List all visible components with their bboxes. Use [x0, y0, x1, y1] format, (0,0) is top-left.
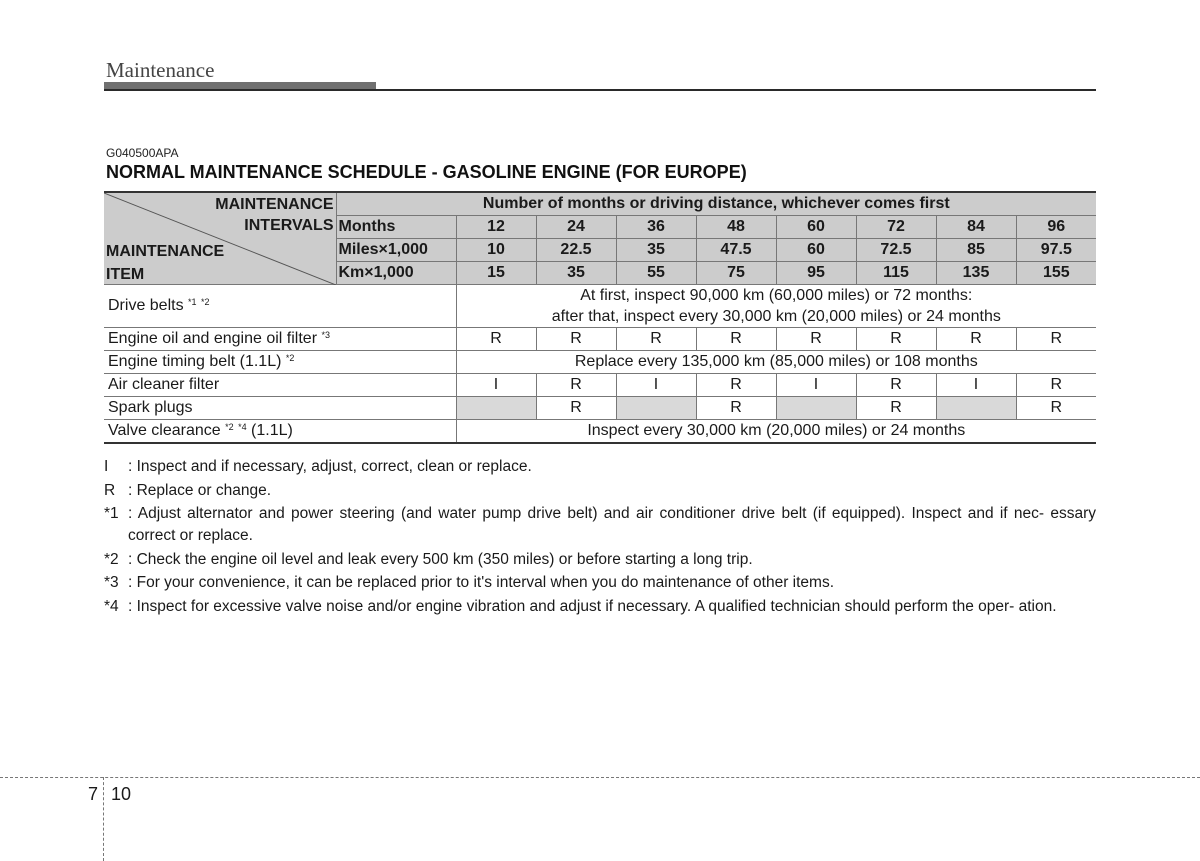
footnote-text: : Inspect for excessive valve noise and/or engine vibration and adjust if necessary. A qualified technician should perform the oper- ation. [128, 597, 1057, 615]
interval-span-cell: Inspect every 30,000 km (20,000 miles) or 24 months [456, 420, 1096, 444]
footnote-ref: *2 [285, 353, 295, 363]
table-row [104, 420, 1096, 444]
schedule-cell: R [536, 374, 616, 397]
footnote-text: : Inspect and if necessary, adjust, correct, clean or replace. [128, 458, 532, 475]
km-value: 95 [776, 262, 856, 285]
km-value: 55 [616, 262, 696, 285]
footnotes [104, 456, 1096, 619]
footnote-item [104, 549, 1096, 571]
schedule-cell: R [776, 328, 856, 351]
item-name: Spark plugs [104, 397, 456, 420]
document-code: G040500APA [106, 146, 179, 160]
schedule-cell: R [696, 397, 776, 420]
schedule-cell: R [1016, 374, 1096, 397]
miles-value: 60 [776, 239, 856, 262]
schedule-cell: I [456, 374, 536, 397]
schedule-cell: R [936, 328, 1016, 351]
footnote-ref: *4 [238, 422, 247, 432]
footnote-ref: *1 [188, 297, 197, 307]
item-name: Engine timing belt (1.1L) [108, 353, 282, 370]
months-value: 36 [616, 216, 696, 239]
km-value: 35 [536, 262, 616, 285]
schedule-cell-empty [936, 397, 1016, 420]
footnote-ref: *3 [321, 330, 330, 340]
schedule-cell: R [856, 328, 936, 351]
table-row [104, 285, 1096, 328]
interval-span-header: Number of months or driving distance, whichever comes first [336, 192, 1096, 216]
schedule-cell: R [856, 374, 936, 397]
footnote-marker: I [104, 458, 109, 475]
item-suffix: (1.1L) [251, 422, 293, 439]
footer-divider [0, 777, 1200, 778]
item-name-cell [104, 285, 456, 328]
interval-text-line-2: after that, inspect every 30,000 km (20,000 miles) or 24 months [551, 308, 1001, 325]
footnote-ref: *2 [201, 297, 210, 307]
intervals-label-1: MAINTENANCE [215, 196, 334, 213]
months-value: 72 [856, 216, 936, 239]
schedule-cell: R [456, 328, 536, 351]
table-row [104, 374, 1096, 397]
miles-value: 35 [616, 239, 696, 262]
chapter-number: 7 [88, 784, 99, 804]
schedule-cell: R [696, 328, 776, 351]
schedule-cell: R [696, 374, 776, 397]
miles-value: 47.5 [696, 239, 776, 262]
months-value: 48 [696, 216, 776, 239]
table-row [104, 328, 1096, 351]
item-name: Valve clearance [108, 422, 221, 439]
km-value: 135 [936, 262, 1016, 285]
miles-value: 72.5 [856, 239, 936, 262]
footnote-item [104, 596, 1096, 618]
interval-span-cell [456, 285, 1096, 328]
km-value: 75 [696, 262, 776, 285]
schedule-cell: R [1016, 328, 1096, 351]
interval-span-cell: Replace every 135,000 km (85,000 miles) or 108 months [456, 351, 1096, 374]
intervals-label-2: INTERVALS [244, 217, 334, 234]
item-name: Drive belts [108, 297, 184, 314]
months-value: 24 [536, 216, 616, 239]
footnote-item [104, 572, 1096, 594]
months-value: 60 [776, 216, 856, 239]
footnote-ref: *2 [225, 422, 234, 432]
km-value: 115 [856, 262, 936, 285]
miles-value: 85 [936, 239, 1016, 262]
table-corner-header [104, 192, 336, 285]
schedule-cell-empty [776, 397, 856, 420]
months-value: 96 [1016, 216, 1096, 239]
footnote-marker: *3 [104, 574, 119, 591]
item-name-cell [104, 328, 456, 351]
schedule-cell-empty [616, 397, 696, 420]
km-label: Km×1,000 [336, 262, 456, 285]
km-value: 15 [456, 262, 536, 285]
footnote-text: : Adjust alternator and power steering (and water pump drive belt) and air conditioner drive belt (if equipped). Inspect and if nec- essary correct or replace. [128, 505, 1096, 544]
footnote-marker: *4 [104, 597, 119, 615]
section-rule [104, 89, 1096, 91]
item-name-cell [104, 351, 456, 374]
schedule-cell: I [616, 374, 696, 397]
miles-label: Miles×1,000 [336, 239, 456, 262]
schedule-cell: R [616, 328, 696, 351]
schedule-cell: R [856, 397, 936, 420]
footnote-text: : For your convenience, it can be replaced prior to it's interval when you do maintenance of other items. [128, 574, 834, 591]
item-name-cell [104, 420, 456, 444]
footnote-text: : Replace or change. [128, 481, 272, 499]
footnote-text: : Check the engine oil level and leak every 500 km (350 miles) or before starting a long trip. [128, 550, 753, 568]
km-value: 155 [1016, 262, 1096, 285]
maintenance-schedule-table [104, 191, 1096, 444]
months-label: Months [336, 216, 456, 239]
schedule-cell: R [1016, 397, 1096, 420]
item-name: Engine oil and engine oil filter [108, 330, 318, 347]
months-value: 12 [456, 216, 536, 239]
footnote-item [104, 503, 1096, 547]
miles-value: 10 [456, 239, 536, 262]
page-number: 10 [111, 784, 132, 804]
footnote-marker: *2 [104, 550, 119, 568]
schedule-heading: NORMAL MAINTENANCE SCHEDULE - GASOLINE ENGINE (FOR EUROPE) [106, 162, 747, 182]
interval-text-line-1: At first, inspect 90,000 km (60,000 miles) or 72 months: [580, 287, 973, 304]
schedule-cell: I [936, 374, 1016, 397]
table-row [104, 397, 1096, 420]
schedule-cell-empty [456, 397, 536, 420]
item-name: Air cleaner filter [104, 374, 456, 397]
months-value: 84 [936, 216, 1016, 239]
footnote-marker: *1 [104, 505, 119, 522]
schedule-cell: R [536, 328, 616, 351]
table-row [104, 351, 1096, 374]
miles-value: 97.5 [1016, 239, 1096, 262]
footnote-marker: R [104, 481, 116, 499]
footnote-item [104, 480, 1096, 502]
schedule-cell: R [536, 397, 616, 420]
item-label-1: MAINTENANCE [106, 243, 225, 260]
footer-vertical-divider [103, 777, 104, 861]
miles-value: 22.5 [536, 239, 616, 262]
section-title: Maintenance [106, 58, 215, 82]
item-label-2: ITEM [106, 266, 145, 283]
schedule-cell: I [776, 374, 856, 397]
footnote-item [104, 456, 1096, 478]
